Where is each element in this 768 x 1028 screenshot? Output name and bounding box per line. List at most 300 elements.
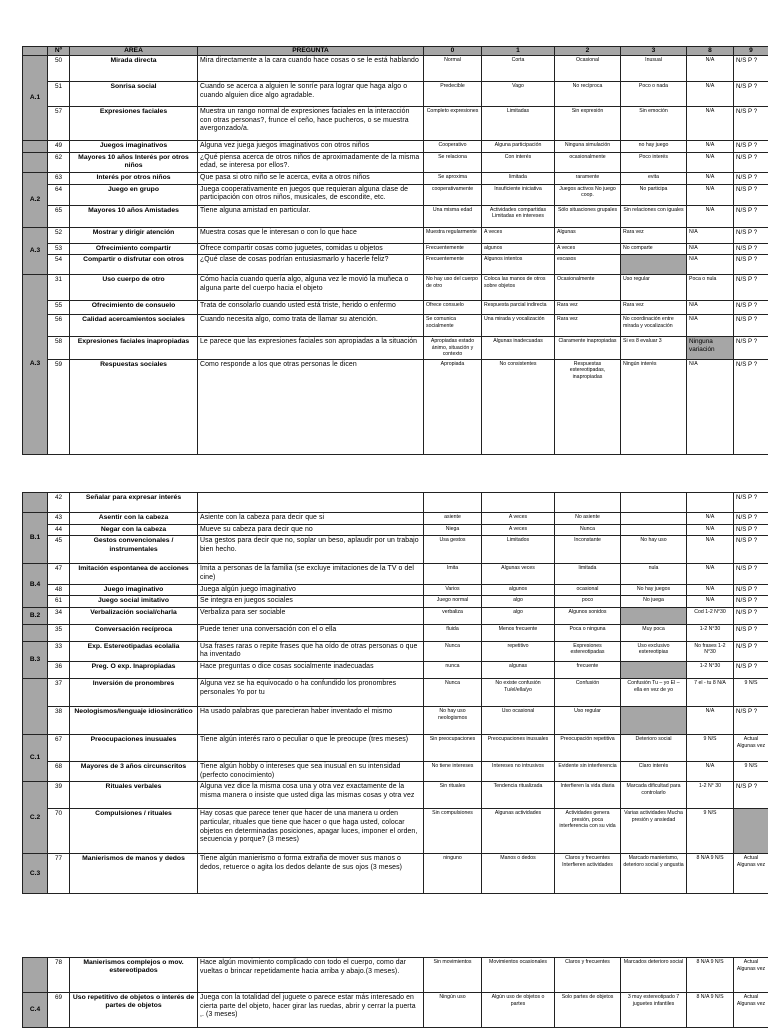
score-8-cell: 9 N/S bbox=[687, 809, 734, 854]
area-label-cell: Juegos imaginativos bbox=[70, 141, 198, 153]
question-text-cell: Hace algún movimiento complicado con todo el cuerpo, como dar vueltas o brincar repetidamente hacia arriba y abajo.(3 meses). bbox=[198, 958, 424, 993]
score-8-cell: 9 N/S bbox=[687, 735, 734, 762]
score-2-cell: Ninguna simulación bbox=[555, 141, 621, 153]
section-label: A.3 bbox=[23, 227, 48, 275]
row-number-cell: 39 bbox=[48, 782, 70, 809]
score-3-cell: Sin relaciones con iguales bbox=[621, 205, 687, 227]
row-number-cell: 47 bbox=[48, 564, 70, 584]
area-label-cell: Mirada directa bbox=[70, 56, 198, 82]
table-row bbox=[23, 141, 768, 153]
question-text-cell: Trata de consolarlo cuando usted está triste, herido o enfermo bbox=[198, 301, 424, 315]
score-1-cell: limitada bbox=[482, 173, 555, 185]
score-0-cell: Nunca bbox=[424, 641, 482, 661]
score-3-cell bbox=[621, 493, 687, 513]
header-cell: 1 bbox=[482, 47, 555, 56]
score-3-cell: Rara vez bbox=[621, 301, 687, 315]
score-2-cell: Juegos activos No juego coop. bbox=[555, 184, 621, 205]
score-3-cell: Si es 8 evaluar 3 bbox=[621, 337, 687, 360]
area-label-cell: Imitación espontanea de acciones bbox=[70, 564, 198, 584]
score-2-cell: ocasionalmente bbox=[555, 152, 621, 172]
score-2-cell: poco bbox=[555, 596, 621, 608]
score-8-cell: N/A bbox=[687, 82, 734, 107]
score-9-cell: N/S P ? bbox=[734, 56, 768, 82]
score-8-cell: N/A bbox=[687, 513, 734, 525]
question-text-cell: Puede tener una conversación con el o ella bbox=[198, 624, 424, 641]
score-0-cell: Usa gestos bbox=[424, 536, 482, 564]
score-3-cell: evita bbox=[621, 173, 687, 185]
table-row bbox=[23, 513, 768, 525]
area-label-cell: Mostrar y dirigir atención bbox=[70, 227, 198, 243]
score-2-cell: Ocasional bbox=[555, 56, 621, 82]
question-text-cell: Tiene algún interés raro o peculiar o que le preocupe (tres meses) bbox=[198, 735, 424, 762]
score-0-cell: Imita bbox=[424, 564, 482, 584]
score-8-cell: N/A bbox=[687, 359, 734, 454]
score-0-cell: Completo expresiones bbox=[424, 107, 482, 141]
score-1-cell: repetitivo bbox=[482, 641, 555, 661]
score-3-cell bbox=[621, 662, 687, 679]
score-0-cell: Apropiada bbox=[424, 359, 482, 454]
score-3-cell: Confusión Tu – yo El – ella en vez de yo bbox=[621, 679, 687, 707]
area-label-cell: Expresiones faciales inapropiadas bbox=[70, 337, 198, 360]
question-text-cell: Ha usado palabras que parecieran haber inventado el mismo bbox=[198, 707, 424, 735]
score-3-cell: No coordinación entre mirada y vocalización bbox=[621, 315, 687, 337]
table-row bbox=[23, 337, 768, 360]
score-9-cell: N/S P ? bbox=[734, 513, 768, 525]
score-8-cell: N/A bbox=[687, 141, 734, 153]
row-number-cell: 62 bbox=[48, 152, 70, 172]
score-2-cell: Claros y frecuentes bbox=[555, 958, 621, 993]
question-text-cell: Cuando necesita algo, como trata de llamar su atención. bbox=[198, 315, 424, 337]
score-0-cell: Sin movimientos bbox=[424, 958, 482, 993]
table-row bbox=[23, 82, 768, 107]
score-0-cell: Nunca bbox=[424, 679, 482, 707]
score-2-cell: Preocupación repetitiva bbox=[555, 735, 621, 762]
table-row bbox=[23, 275, 768, 301]
score-3-cell: Muy poca bbox=[621, 624, 687, 641]
score-1-cell: Algunos intentos bbox=[482, 255, 555, 275]
area-label-cell: Expresiones faciales bbox=[70, 107, 198, 141]
score-3-cell: Marcada dificultad para controlarlo bbox=[621, 782, 687, 809]
score-2-cell: Poca o ninguna bbox=[555, 624, 621, 641]
score-9-cell: N/S P ? bbox=[734, 641, 768, 661]
row-number-cell: 77 bbox=[48, 854, 70, 894]
area-label-cell: Uso cuerpo de otro bbox=[70, 275, 198, 301]
score-0-cell: asiente bbox=[424, 513, 482, 525]
question-text-cell: Tiene alguna amistad en particular. bbox=[198, 205, 424, 227]
score-3-cell: No hay juegos bbox=[621, 584, 687, 596]
score-1-cell: Algunas inadecuadas bbox=[482, 337, 555, 360]
score-0-cell: Se comunica socialmente bbox=[424, 315, 482, 337]
table-row bbox=[23, 782, 768, 809]
score-1-cell: algunos bbox=[482, 584, 555, 596]
question-text-cell: Imita a personas de la familia (se excluye imitaciones de la TV o del cine) bbox=[198, 564, 424, 584]
area-label-cell: Manierismos complejos o mov. estereotipados bbox=[70, 958, 198, 993]
score-1-cell: algo bbox=[482, 596, 555, 608]
score-2-cell: A veces bbox=[555, 243, 621, 255]
score-0-cell: Varios bbox=[424, 584, 482, 596]
score-9-cell: N/S P ? bbox=[734, 596, 768, 608]
questionnaire-table-b bbox=[22, 492, 768, 894]
score-2-cell: limitada bbox=[555, 564, 621, 584]
score-8-cell: N/A bbox=[687, 564, 734, 584]
score-9-cell: N/S P ? bbox=[734, 707, 768, 735]
section-label: B.3 bbox=[23, 641, 48, 678]
section-label: C.2 bbox=[23, 782, 48, 854]
area-label-cell: Gestos convencionales / instrumentales bbox=[70, 536, 198, 564]
score-9-cell: N/S P ? bbox=[734, 141, 768, 153]
score-3-cell: Uso exclusivo estereotipias bbox=[621, 641, 687, 661]
score-8-cell: N/A bbox=[687, 152, 734, 172]
score-2-cell: Claramente inapropiadas bbox=[555, 337, 621, 360]
question-text-cell: Hay cosas que parece tener que hacer de una manera u orden particular, rituales que tiene que hacer o que haga usted, colocar objetos en determinadas posiciones, apagar luces, imponer el orden, secuencia y porque? (3 meses) bbox=[198, 809, 424, 854]
question-text-cell: Usa frases raras o repite frases que ha oído de otras personas o que ha inventado bbox=[198, 641, 424, 661]
score-8-cell: 1-2 N°30 bbox=[687, 624, 734, 641]
table-row bbox=[23, 243, 768, 255]
table-row bbox=[23, 596, 768, 608]
score-1-cell: Tendencia ritualizada bbox=[482, 782, 555, 809]
score-0-cell: Muestra regularmente bbox=[424, 227, 482, 243]
area-label-cell: Mayores 10 años Interés por otros niños bbox=[70, 152, 198, 172]
table-row bbox=[23, 809, 768, 854]
question-text-cell: Cuando se acerca a alguien le sonríe para lograr que haga algo o cuando alguien dice algo agradable. bbox=[198, 82, 424, 107]
header-cell: Nº bbox=[48, 47, 70, 56]
table-row bbox=[23, 624, 768, 641]
row-number-cell: 34 bbox=[48, 607, 70, 624]
row-number-cell: 50 bbox=[48, 56, 70, 82]
score-2-cell: Nunca bbox=[555, 524, 621, 536]
score-1-cell: Corta bbox=[482, 56, 555, 82]
area-label-cell: Compartir o disfrutar con otros bbox=[70, 255, 198, 275]
score-0-cell: nunca bbox=[424, 662, 482, 679]
area-label-cell: Uso repetitivo de objetos o interés de partes de objetos bbox=[70, 993, 198, 1028]
score-8-cell: N/A bbox=[687, 301, 734, 315]
score-0-cell: Cooperativo bbox=[424, 141, 482, 153]
score-1-cell: Una mirada y vocalización bbox=[482, 315, 555, 337]
score-0-cell: Sin rituales bbox=[424, 782, 482, 809]
table-row bbox=[23, 359, 768, 454]
score-0-cell: Frecuentemente bbox=[424, 243, 482, 255]
score-3-cell: Deterioro social bbox=[621, 735, 687, 762]
area-label-cell: Juego imaginativo bbox=[70, 584, 198, 596]
score-1-cell: No existe confusión Tu/el/ella/yo bbox=[482, 679, 555, 707]
area-label-cell: Asentir con la cabeza bbox=[70, 513, 198, 525]
row-number-cell: 43 bbox=[48, 513, 70, 525]
score-0-cell bbox=[424, 493, 482, 513]
score-1-cell: Uso ocasional bbox=[482, 707, 555, 735]
question-text-cell: Alguna vez se ha equivocado o ha confundido los pronombres personales Yo por tu bbox=[198, 679, 424, 707]
score-2-cell: escasos bbox=[555, 255, 621, 275]
table-row bbox=[23, 107, 768, 141]
score-0-cell: Se aproxima bbox=[424, 173, 482, 185]
score-1-cell: algunos bbox=[482, 243, 555, 255]
score-1-cell: Menos frecuente bbox=[482, 624, 555, 641]
area-label-cell: Mayores de 3 años circunscritos bbox=[70, 762, 198, 782]
score-0-cell: Normal bbox=[424, 56, 482, 82]
table-row bbox=[23, 524, 768, 536]
question-text-cell: ¿Qué piensa acerca de otros niños de aproximadamente de la misma edad, se interesa por ellos?. bbox=[198, 152, 424, 172]
score-8-cell: 1-2 N°30 bbox=[687, 662, 734, 679]
score-0-cell: Ningún uso bbox=[424, 993, 482, 1028]
area-label-cell: Compulsiones / rituales bbox=[70, 809, 198, 854]
header-row bbox=[23, 47, 768, 56]
question-text-cell: ¿Qué clase de cosas podrían entusiasmarlo y hacerle feliz? bbox=[198, 255, 424, 275]
score-9-cell bbox=[734, 809, 768, 854]
score-1-cell: Coloca las manos de otros sobre objetos bbox=[482, 275, 555, 301]
questionnaire-table-a bbox=[22, 46, 768, 455]
section-label: B.4 bbox=[23, 564, 48, 608]
score-2-cell: Algunos sonidos bbox=[555, 607, 621, 624]
area-label-cell: Conversación recíproca bbox=[70, 624, 198, 641]
score-1-cell: Vago bbox=[482, 82, 555, 107]
score-8-cell: N/A bbox=[687, 707, 734, 735]
score-2-cell: Rara vez bbox=[555, 315, 621, 337]
row-number-cell: 63 bbox=[48, 173, 70, 185]
score-1-cell: No consistentes bbox=[482, 359, 555, 454]
section-label: C.1 bbox=[23, 735, 48, 782]
score-8-cell: Ninguna variación bbox=[687, 337, 734, 360]
table-row bbox=[23, 255, 768, 275]
score-2-cell: Confusión bbox=[555, 679, 621, 707]
score-3-cell: No juega bbox=[621, 596, 687, 608]
area-label-cell: Negar con la cabeza bbox=[70, 524, 198, 536]
score-9-cell: N/S P ? bbox=[734, 359, 768, 454]
row-number-cell: 53 bbox=[48, 243, 70, 255]
score-8-cell: 8 N/A 9 N/S bbox=[687, 993, 734, 1028]
score-0-cell: Predecible bbox=[424, 82, 482, 107]
section-label: A.2 bbox=[23, 173, 48, 228]
question-text-cell bbox=[198, 493, 424, 513]
row-number-cell: 49 bbox=[48, 141, 70, 153]
table-row bbox=[23, 315, 768, 337]
score-0-cell: ninguno bbox=[424, 854, 482, 894]
score-2-cell: Respuestas estereotipadas, inapropiadas bbox=[555, 359, 621, 454]
score-0-cell: Se relaciona bbox=[424, 152, 482, 172]
question-text-cell: Muestra un rango normal de expresiones faciales en la interacción con otras personas?, frunce el ceño, hace pucheros, o se muestra avergonzado/a. bbox=[198, 107, 424, 141]
area-label-cell: Sonrisa social bbox=[70, 82, 198, 107]
table-row bbox=[23, 679, 768, 707]
score-9-cell: N/S P ? bbox=[734, 301, 768, 315]
area-label-cell: Preocupaciones inusuales bbox=[70, 735, 198, 762]
section-label bbox=[23, 493, 48, 513]
score-9-cell: N/S P ? bbox=[734, 205, 768, 227]
header-section bbox=[23, 47, 48, 56]
score-2-cell: Inconstante bbox=[555, 536, 621, 564]
score-9-cell: N/S P ? bbox=[734, 493, 768, 513]
score-9-cell: N/S P ? bbox=[734, 82, 768, 107]
score-9-cell: N/S P ? bbox=[734, 184, 768, 205]
question-text-cell: Usa gestos para decir que no, soplar un beso, aplaudir por un trabajo bien hecho. bbox=[198, 536, 424, 564]
score-9-cell: N/S P ? bbox=[734, 227, 768, 243]
score-9-cell: N/S P ? bbox=[734, 173, 768, 185]
score-3-cell: Claro interés bbox=[621, 762, 687, 782]
score-8-cell: 8 N/A 9 N/S bbox=[687, 958, 734, 993]
score-1-cell bbox=[482, 493, 555, 513]
score-9-cell: Actual Algunas vez bbox=[734, 958, 768, 993]
row-number-cell: 31 bbox=[48, 275, 70, 301]
section-label: A.1 bbox=[23, 56, 48, 141]
score-2-cell: Claros y frecuentes Interfieren actividades bbox=[555, 854, 621, 894]
score-8-cell: N/A bbox=[687, 524, 734, 536]
score-3-cell: 3 muy estereotipado 7 juguetes infantiles bbox=[621, 993, 687, 1028]
question-text-cell: Tiene algún manierismo o forma extraña de mover sus manos o dedos, retuerce o agita los dedos delante de sus ojos (3 meses) bbox=[198, 854, 424, 894]
header-cell: PREGUNTA bbox=[198, 47, 424, 56]
score-1-cell: Algunas actividades bbox=[482, 809, 555, 854]
score-9-cell: N/S P ? bbox=[734, 564, 768, 584]
row-number-cell: 64 bbox=[48, 184, 70, 205]
table-row bbox=[23, 958, 768, 993]
score-9-cell: N/S P ? bbox=[734, 337, 768, 360]
score-0-cell: No hay uso neologismos bbox=[424, 707, 482, 735]
score-0-cell: fluida bbox=[424, 624, 482, 641]
score-3-cell: Marcado manierismo, deterioro social y angustia bbox=[621, 854, 687, 894]
table-row bbox=[23, 607, 768, 624]
score-9-cell: Actual Algunas vez bbox=[734, 854, 768, 894]
score-9-cell: N/S P ? bbox=[734, 524, 768, 536]
score-1-cell: Movimientos ocasionales bbox=[482, 958, 555, 993]
score-8-cell: N/A bbox=[687, 243, 734, 255]
table-row bbox=[23, 184, 768, 205]
section-label: B.2 bbox=[23, 607, 48, 624]
section-label bbox=[23, 958, 48, 993]
score-3-cell: Rara vez bbox=[621, 227, 687, 243]
table-row bbox=[23, 536, 768, 564]
score-2-cell: Rara vez bbox=[555, 301, 621, 315]
section-label bbox=[23, 679, 48, 735]
area-label-cell: Rituales verbales bbox=[70, 782, 198, 809]
question-text-cell: Cómo hacía cuando quería algo, alguna vez le movió la muñeca o alguna parte del cuerpo hacia el objeto bbox=[198, 275, 424, 301]
row-number-cell: 38 bbox=[48, 707, 70, 735]
question-text-cell: Alguna vez dice la misma cosa una y otra vez exactamente de la misma manera o insiste que usted diga las mismas cosas y otra vez bbox=[198, 782, 424, 809]
score-9-cell: N/S P ? bbox=[734, 662, 768, 679]
question-text-cell: Mueve su cabeza para decir que no bbox=[198, 524, 424, 536]
row-number-cell: 61 bbox=[48, 596, 70, 608]
score-0-cell: Una misma edad bbox=[424, 205, 482, 227]
question-text-cell: Hace preguntas o dice cosas socialmente inadecuadas bbox=[198, 662, 424, 679]
question-text-cell: Que pasa si otro niño se le acerca, evita a otros niños bbox=[198, 173, 424, 185]
score-2-cell: Algunas bbox=[555, 227, 621, 243]
area-label-cell: Juego en grupo bbox=[70, 184, 198, 205]
score-9-cell: N/S P ? bbox=[734, 152, 768, 172]
score-2-cell: ocasional bbox=[555, 584, 621, 596]
score-9-cell: N/S P ? bbox=[734, 536, 768, 564]
header-cell: 2 bbox=[555, 47, 621, 56]
row-number-cell: 42 bbox=[48, 493, 70, 513]
score-9-cell: N/S P ? bbox=[734, 607, 768, 624]
score-2-cell: No asiente bbox=[555, 513, 621, 525]
score-8-cell: N/A bbox=[687, 762, 734, 782]
header-cell: 0 bbox=[424, 47, 482, 56]
question-text-cell: Verbaliza para ser sociable bbox=[198, 607, 424, 624]
score-8-cell: Cod 1-2 N°30 bbox=[687, 607, 734, 624]
score-1-cell: A veces bbox=[482, 513, 555, 525]
score-0-cell: verbaliza bbox=[424, 607, 482, 624]
score-0-cell: Sin preocupaciones bbox=[424, 735, 482, 762]
score-3-cell: Ningún interés bbox=[621, 359, 687, 454]
header-cell: 8 bbox=[687, 47, 734, 56]
score-3-cell: no hay juego bbox=[621, 141, 687, 153]
score-8-cell: 7 el - tu 8 N/A bbox=[687, 679, 734, 707]
score-1-cell: Actividades compartidas Limitadas en intereses bbox=[482, 205, 555, 227]
table-row bbox=[23, 227, 768, 243]
score-9-cell: 9 N/S bbox=[734, 679, 768, 707]
score-0-cell: No tiene intereses bbox=[424, 762, 482, 782]
score-9-cell: N/S P ? bbox=[734, 782, 768, 809]
score-1-cell: Algunas veces bbox=[482, 564, 555, 584]
score-0-cell: Juego normal bbox=[424, 596, 482, 608]
score-8-cell: 8 N/A 9 N/S bbox=[687, 854, 734, 894]
score-1-cell: Intereses no intrusivos bbox=[482, 762, 555, 782]
score-8-cell: N/A bbox=[687, 584, 734, 596]
section-label: A.3 bbox=[23, 275, 48, 455]
questionnaire-table-c bbox=[22, 957, 768, 1028]
table-row bbox=[23, 662, 768, 679]
score-3-cell bbox=[621, 707, 687, 735]
row-number-cell: 52 bbox=[48, 227, 70, 243]
row-number-cell: 65 bbox=[48, 205, 70, 227]
score-2-cell: Sólo situaciones grupales bbox=[555, 205, 621, 227]
row-number-cell: 44 bbox=[48, 524, 70, 536]
score-8-cell: Poca o nula bbox=[687, 275, 734, 301]
score-1-cell: Algún uso de objetos o partes bbox=[482, 993, 555, 1028]
score-9-cell: N/S P ? bbox=[734, 315, 768, 337]
score-3-cell: Uso regular bbox=[621, 275, 687, 301]
score-1-cell: Limitadas bbox=[482, 107, 555, 141]
score-1-cell: Insuficiente iniciativa bbox=[482, 184, 555, 205]
table-row bbox=[23, 641, 768, 661]
row-number-cell: 78 bbox=[48, 958, 70, 993]
score-9-cell: N/S P ? bbox=[734, 255, 768, 275]
score-8-cell: N/A bbox=[687, 315, 734, 337]
score-2-cell: No recíproca bbox=[555, 82, 621, 107]
score-3-cell: Sin emoción bbox=[621, 107, 687, 141]
section-label bbox=[23, 141, 48, 153]
area-label-cell: Mayores 10 años Amistades bbox=[70, 205, 198, 227]
table-row bbox=[23, 707, 768, 735]
row-number-cell: 35 bbox=[48, 624, 70, 641]
row-number-cell: 58 bbox=[48, 337, 70, 360]
question-text-cell: Alguna vez juega juegos imaginativos con otros niños bbox=[198, 141, 424, 153]
score-1-cell: Respuesta parcial indirecta bbox=[482, 301, 555, 315]
score-3-cell bbox=[621, 513, 687, 525]
score-8-cell: N/A bbox=[687, 107, 734, 141]
score-3-cell bbox=[621, 524, 687, 536]
score-3-cell: No hay uso bbox=[621, 536, 687, 564]
row-number-cell: 36 bbox=[48, 662, 70, 679]
score-0-cell: Ofrece consuelo bbox=[424, 301, 482, 315]
section-label: B.1 bbox=[23, 513, 48, 564]
score-2-cell: Interfieren la vida diaria bbox=[555, 782, 621, 809]
score-9-cell: Actual Algunas vez bbox=[734, 993, 768, 1028]
area-label-cell: Manierismos de manos y dedos bbox=[70, 854, 198, 894]
score-0-cell: cooperativamente bbox=[424, 184, 482, 205]
score-9-cell: N/S P ? bbox=[734, 624, 768, 641]
score-3-cell bbox=[621, 607, 687, 624]
section-label: C.3 bbox=[23, 854, 48, 894]
area-label-cell: Respuestas sociales bbox=[70, 359, 198, 454]
row-number-cell: 68 bbox=[48, 762, 70, 782]
table-row bbox=[23, 205, 768, 227]
question-text-cell: Tiene algún hobby o intereses que sea inusual en su intensidad (perfecto conocimiento) bbox=[198, 762, 424, 782]
score-0-cell: Frecuentemente bbox=[424, 255, 482, 275]
score-8-cell: N/A bbox=[687, 184, 734, 205]
score-1-cell: Alguna participación bbox=[482, 141, 555, 153]
section-label bbox=[23, 624, 48, 641]
row-number-cell: 67 bbox=[48, 735, 70, 762]
area-label-cell: Juego social imitativo bbox=[70, 596, 198, 608]
score-8-cell: N/A bbox=[687, 255, 734, 275]
score-8-cell: No frases 1-2 N°30 bbox=[687, 641, 734, 661]
score-9-cell: N/S P ? bbox=[734, 243, 768, 255]
